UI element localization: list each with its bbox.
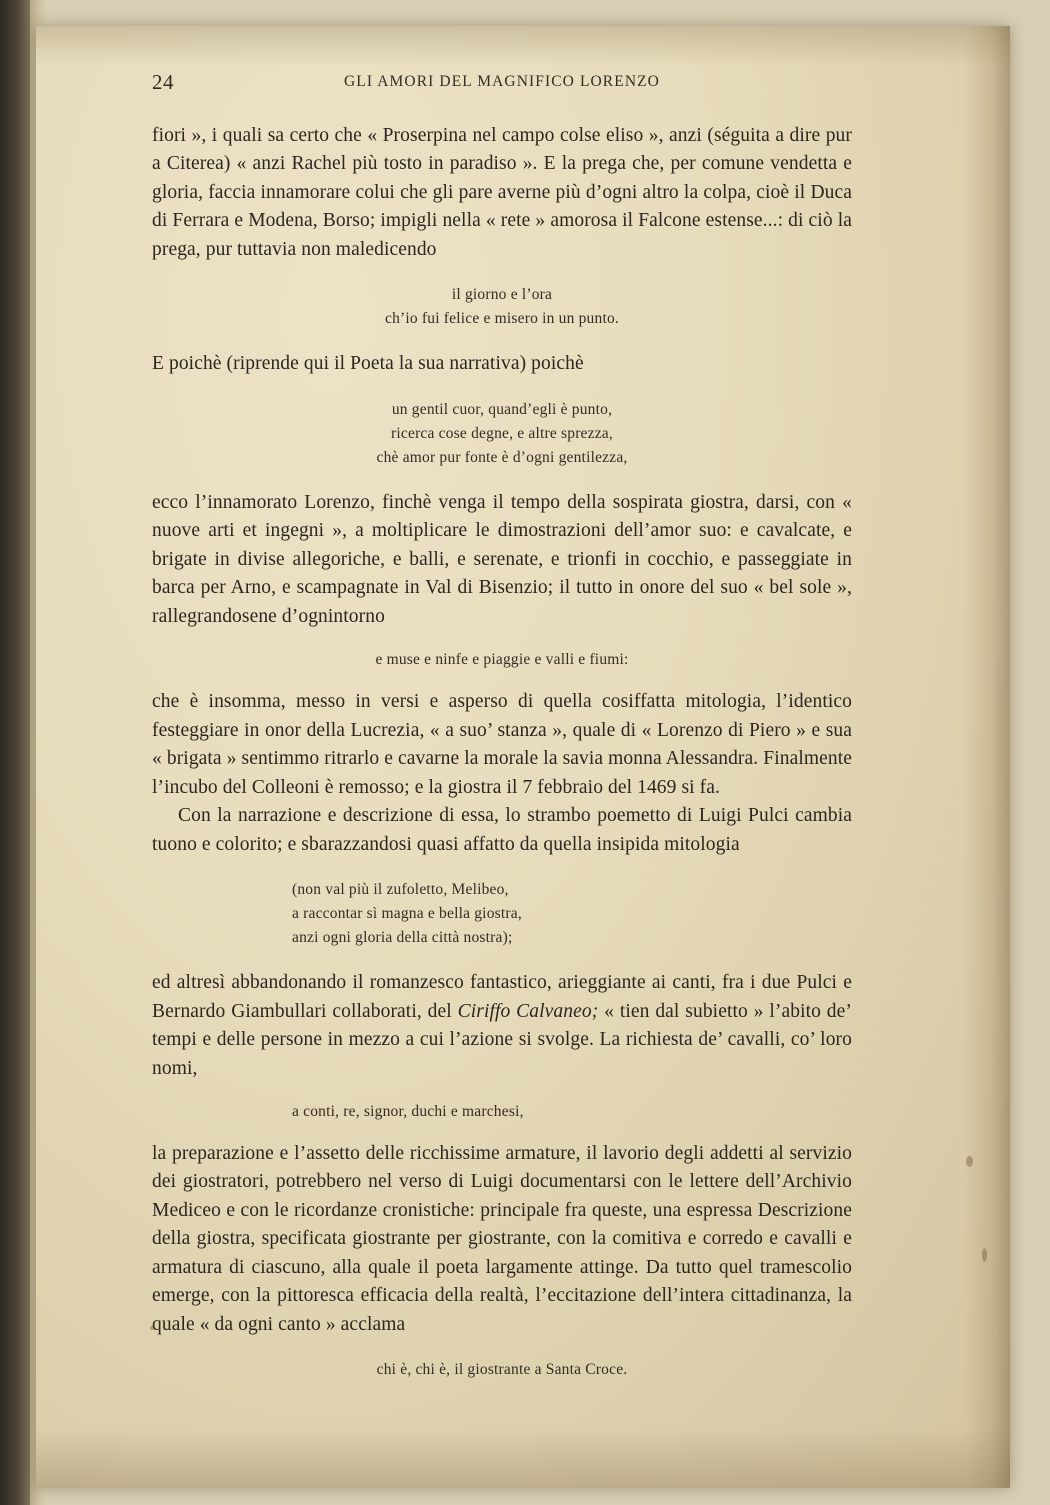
- paragraph-3: ecco l’innamorato Lorenzo, finchè venga il tempo della sospirata giostra, darsi, con « nuove arti et ingegni », a moltiplicare le dimostrazioni dell’amor suo: e cavalcate, e brigate in divise allegoriche, e balli, e serenate, e trionfi in cocchio, e passeggiate in barca per Arno, e scampagnate in Val di Bisenzio; il tutto in onore del suo « bel sole », rallegrandosene d’ognintorno: [152, 491, 852, 627]
- paragraph-1: fiori », i quali sa certo che « Proserpina nel campo colse eliso », anzi (séguita a dire pur a Citerea) « anzi Rachel più tosto in paradiso ». E la prega che, per comune vendetta e gloria, faccia innamorare colui che gli pare averne più d’ogni altro la colpa, cioè il Duca di Ferrara e Modena, Borso; impigli nella « rete » amorosa il Falcone estense...: di ciò la prega, pur tuttavia non maledicendo: [152, 125, 852, 260]
- verse-quote-2: [152, 398, 852, 470]
- verse-line: (non val più il zufoletto, Melibeo,: [292, 881, 509, 899]
- verse-quote-5: [152, 1100, 852, 1124]
- work-title-ciriffo-calvaneo: Ciriffo Calvaneo;: [457, 1000, 599, 1022]
- verse-line: chè amor pur fonte è d’ogni gentilezza,: [376, 448, 628, 466]
- verse-quote-3: [152, 648, 852, 672]
- paper-speckle: [966, 1156, 973, 1167]
- verse-line: a conti, re, signor, duchi e marchesi,: [292, 1102, 524, 1120]
- verse-line: un gentil cuor, quand’egli è punto,: [391, 400, 613, 418]
- paragraph-7: la preparazione e l’assetto delle ricchissime armature, il lavorio degli addetti al servizio dei giostratori, potrebbero nel verso di Luigi documentarsi con le lettere dell’Archivio Mediceo e con le ricordanze cronistiche: principale fra queste, una espressa Descrizione della giostra, specificata giostrante per giostrante, con la comitiva e corredo e cavalli e armatura di ciascuno, alla quale il poeta largamente attinge. Da tutto quel tramescolio emerge, con la pittoresca efficacia della realtà, l’eccitazione dell’intera cittadinanza, la quale « da ogni canto » acclama: [152, 1143, 852, 1335]
- paragraph-5: Con la narrazione e descrizione di essa, lo strambo poemetto di Luigi Pulci cambia tuono e colorito; e sbarazzandosi quasi affatto da quella insipida mitologia: [152, 805, 852, 855]
- verse-line: ricerca cose degne, e altre sprezza,: [391, 424, 613, 442]
- closing-quote: chi è, chi è, il giostrante a Santa Croce.: [376, 1361, 628, 1379]
- verse-line: ch’io fui felice e misero in un punto.: [384, 310, 619, 328]
- page-bottom-shadow: [36, 1428, 1010, 1488]
- paragraph-6-part-a: ed altresì abbandonando il romanzesco fantastico, arieggiante ai canti, fra i due Pulci e Bernardo Giambullari collaborati, del: [152, 972, 852, 1022]
- running-head: [152, 70, 852, 96]
- paragraph-2: E poichè (riprende qui il Poeta la sua narrativa) poichè: [152, 353, 584, 375]
- verse-line: anzi ogni gloria della città nostra);: [292, 929, 513, 947]
- verse-line: a raccontar sì magna e bella giostra,: [292, 905, 522, 923]
- paper-speckle: [982, 1248, 987, 1262]
- paragraph-6-part-b: « tien dal subietto » l’abito de’ tempi e delle persone in mezzo a cui l’azione si svolge. La richiesta de’ cavalli, co’ loro nomi,: [152, 1000, 852, 1079]
- verse-line: il giorno e l’ora: [451, 286, 553, 304]
- verse-line: e muse e ninfe e piaggie e valli e fiumi:: [375, 651, 629, 669]
- page-right-edge-shadow: [964, 26, 1010, 1488]
- verse-quote-4: [152, 878, 852, 950]
- page-text-column: [152, 70, 852, 1379]
- paragraph-4: che è insomma, messo in versi e asperso di quella cosiffatta mitologia, l’identico festeggiare in onor della Lucrezia, « a suo’ stanza », quale di « Lorenzo di Piero » e sua « brigata » sentimmo ritrarlo e cavarne la morale la savia monna Alessandra. Finalmente l’incubo del Colleoni è remosso; e la giostra il 7 febbraio del 1469 si fa.: [152, 691, 852, 798]
- paragraph-6: [152, 969, 852, 1083]
- running-head-title: GLI AMORI DEL MAGNIFICO LORENZO: [344, 73, 660, 90]
- page-number: 24: [152, 70, 174, 94]
- verse-quote-1: [152, 283, 852, 331]
- page-top-shadow: [36, 26, 1010, 66]
- book-gutter-shadow: [0, 0, 30, 1505]
